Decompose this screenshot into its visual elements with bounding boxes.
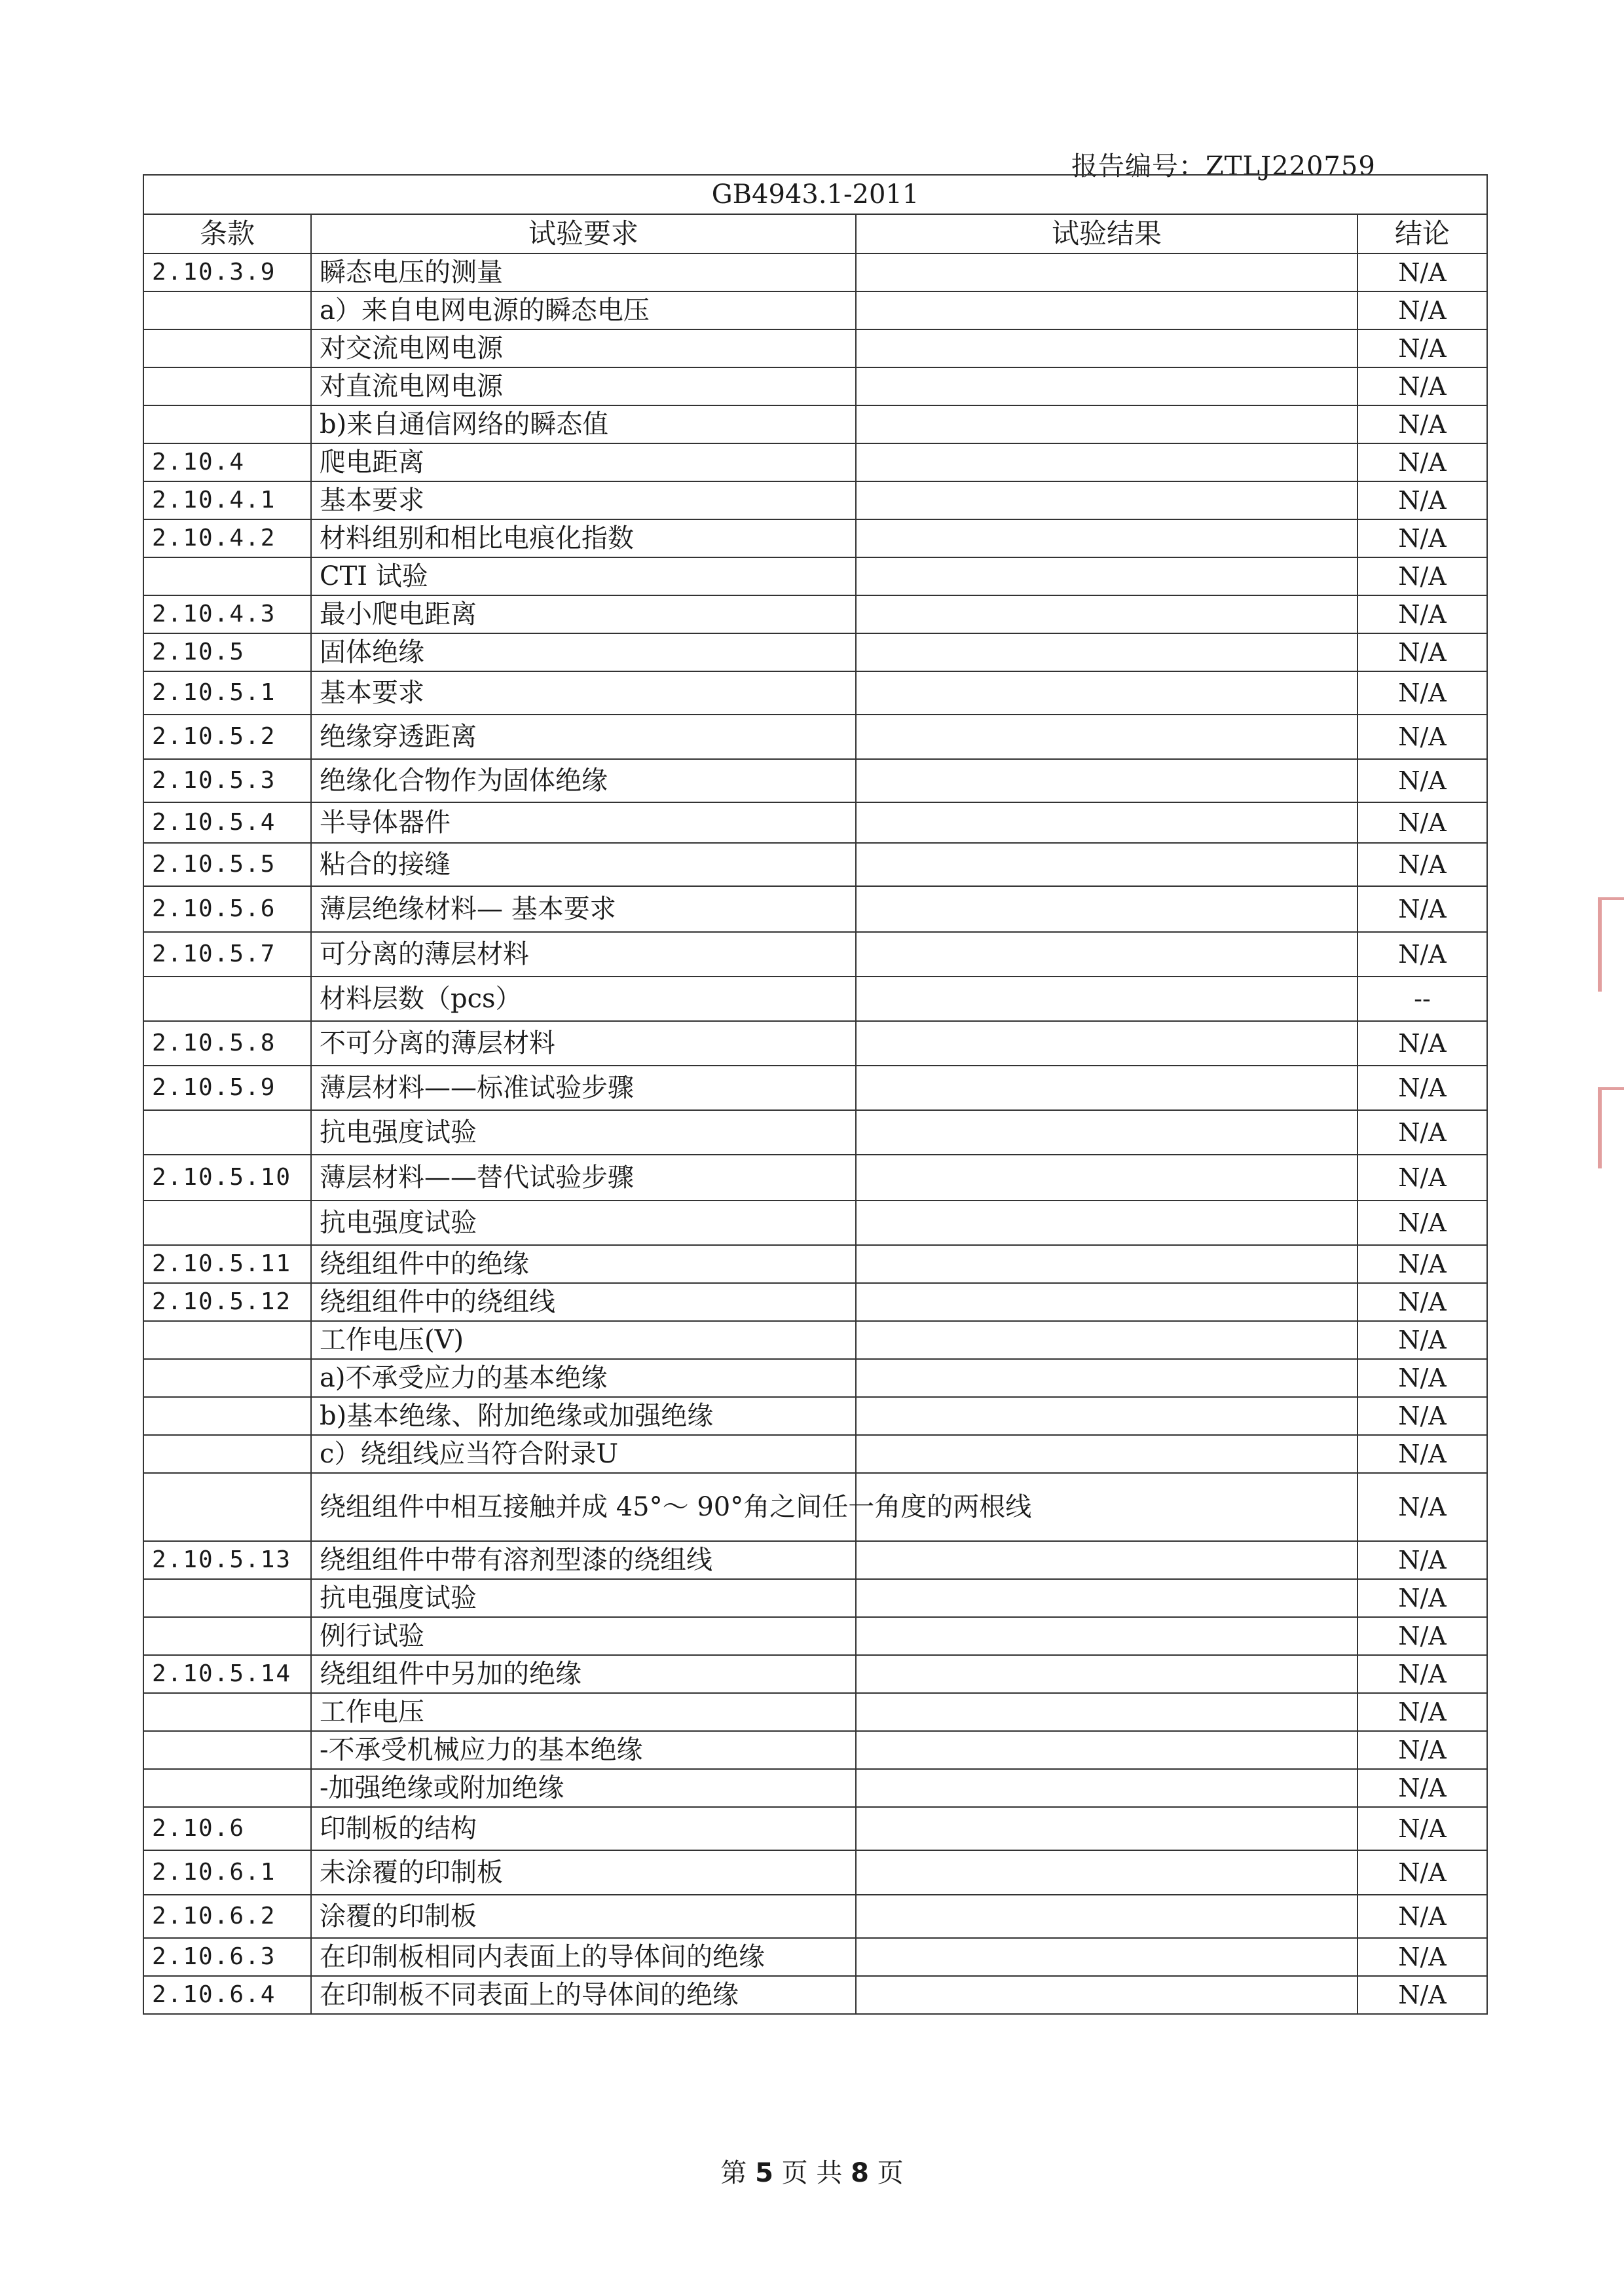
clause-cell (143, 1769, 311, 1807)
conclusion-cell: N/A (1357, 1579, 1487, 1617)
conclusion-cell: N/A (1357, 1807, 1487, 1850)
footer-prefix: 第 (720, 2158, 747, 2188)
standard-row (143, 175, 1487, 214)
result-cell (856, 1435, 1357, 1473)
result-header: 试验结果 (856, 214, 1357, 253)
requirement-cell: 绝缘化合物作为固体绝缘 (311, 759, 856, 802)
clause-cell: 2.10.5.12 (143, 1283, 311, 1321)
result-cell (856, 802, 1357, 843)
result-cell (856, 329, 1357, 367)
conclusion-cell: N/A (1357, 557, 1487, 595)
clause-cell: 2.10.6.3 (143, 1938, 311, 1976)
clause-cell: 2.10.5.11 (143, 1245, 311, 1283)
conclusion-cell: N/A (1357, 1938, 1487, 1976)
result-cell (856, 1731, 1357, 1769)
requirement-cell: 绕组组件中另加的绝缘 (311, 1655, 856, 1693)
table-row (143, 481, 1487, 519)
table-row (143, 1359, 1487, 1397)
conclusion-cell: N/A (1357, 443, 1487, 481)
clause-cell (143, 1693, 311, 1731)
conclusion-cell: N/A (1357, 1895, 1487, 1938)
clause-cell: 2.10.5.1 (143, 671, 311, 715)
result-cell (856, 1807, 1357, 1850)
result-cell (856, 481, 1357, 519)
table-row (143, 1976, 1487, 2014)
requirement-cell: 基本要求 (311, 481, 856, 519)
conclusion-cell: N/A (1357, 405, 1487, 443)
result-cell (856, 253, 1357, 291)
requirement-cell: 基本要求 (311, 671, 856, 715)
clause-cell (143, 367, 311, 405)
result-cell (856, 1655, 1357, 1693)
result-cell (856, 1541, 1357, 1579)
conclusion-cell: N/A (1357, 253, 1487, 291)
requirement-cell: 薄层材料——替代试验步骤 (311, 1155, 856, 1201)
requirement-cell: 爬电距离 (311, 443, 856, 481)
requirement-cell: 材料组别和相比电痕化指数 (311, 519, 856, 557)
footer-suffix: 页 (877, 2158, 904, 2188)
clause-cell: 2.10.5.13 (143, 1541, 311, 1579)
table-row (143, 1895, 1487, 1938)
clause-cell: 2.10.5.9 (143, 1066, 311, 1110)
requirement-cell: 半导体器件 (311, 802, 856, 843)
clause-cell: 2.10.5.5 (143, 843, 311, 886)
table-row (143, 1245, 1487, 1283)
clause-cell: 2.10.4 (143, 443, 311, 481)
clause-cell: 2.10.6.1 (143, 1850, 311, 1895)
clause-cell: 2.10.5.3 (143, 759, 311, 802)
conclusion-cell: -- (1357, 977, 1487, 1021)
requirement-cell: b)基本绝缘、附加绝缘或加强绝缘 (311, 1397, 856, 1435)
result-cell (856, 1769, 1357, 1807)
clause-cell (143, 405, 311, 443)
requirement-cell: 例行试验 (311, 1617, 856, 1655)
result-cell (856, 519, 1357, 557)
conclusion-cell: N/A (1357, 1473, 1487, 1541)
clause-cell: 2.10.4.3 (143, 595, 311, 633)
conclusion-cell: N/A (1357, 1976, 1487, 2014)
result-cell (856, 1283, 1357, 1321)
conclusion-cell: N/A (1357, 1731, 1487, 1769)
requirement-cell: 在印制板不同表面上的导体间的绝缘 (311, 1976, 856, 2014)
requirement-cell: 固体绝缘 (311, 633, 856, 671)
table-row (143, 1655, 1487, 1693)
conclusion-cell: N/A (1357, 886, 1487, 932)
conclusion-cell: N/A (1357, 1435, 1487, 1473)
requirement-cell: 绝缘穿透距离 (311, 715, 856, 759)
requirement-cell: 印制板的结构 (311, 1807, 856, 1850)
table-row (143, 1541, 1487, 1579)
conclusion-cell: N/A (1357, 1283, 1487, 1321)
clause-cell (143, 1397, 311, 1435)
clause-cell (143, 1435, 311, 1473)
requirement-cell: 抗电强度试验 (311, 1110, 856, 1155)
table-row (143, 329, 1487, 367)
table-row (143, 1283, 1487, 1321)
table-row (143, 671, 1487, 715)
result-cell (856, 843, 1357, 886)
conclusion-cell: N/A (1357, 291, 1487, 329)
table-row (143, 253, 1487, 291)
clause-header: 条款 (143, 214, 311, 253)
clause-cell: 2.10.5 (143, 633, 311, 671)
requirement-cell: CTI 试验 (311, 557, 856, 595)
conclusion-header: 结论 (1357, 214, 1487, 253)
requirement-cell: 薄层绝缘材料— 基本要求 (311, 886, 856, 932)
requirement-cell: 工作电压(V) (311, 1321, 856, 1359)
requirement-cell: 对直流电网电源 (311, 367, 856, 405)
conclusion-cell: N/A (1357, 1541, 1487, 1579)
result-cell (856, 595, 1357, 633)
table-row (143, 1938, 1487, 1976)
requirement-cell: c）绕组线应当符合附录U (311, 1435, 856, 1473)
requirement-cell: a)不承受应力的基本绝缘 (311, 1359, 856, 1397)
table-row (143, 1807, 1487, 1850)
table-row (143, 405, 1487, 443)
result-cell (856, 1021, 1357, 1066)
conclusion-cell: N/A (1357, 367, 1487, 405)
result-cell (856, 633, 1357, 671)
conclusion-cell: N/A (1357, 802, 1487, 843)
table-row (143, 557, 1487, 595)
requirement-cell: 工作电压 (311, 1693, 856, 1731)
requirement-cell: 绕组组件中相互接触并成 45°～ 90°角之间任一角度的两根线 (311, 1473, 856, 1541)
result-cell (856, 1976, 1357, 2014)
clause-cell (143, 1321, 311, 1359)
result-cell (856, 557, 1357, 595)
requirement-cell: 抗电强度试验 (311, 1201, 856, 1245)
conclusion-cell: N/A (1357, 759, 1487, 802)
requirement-cell: 粘合的接缝 (311, 843, 856, 886)
table-row (143, 886, 1487, 932)
stamp-edge-mark (1598, 897, 1624, 992)
requirement-cell: 瞬态电压的测量 (311, 253, 856, 291)
test-requirements-table (143, 174, 1488, 2015)
requirement-cell: a）来自电网电源的瞬态电压 (311, 291, 856, 329)
conclusion-cell: N/A (1357, 1201, 1487, 1245)
result-cell (856, 1321, 1357, 1359)
conclusion-cell: N/A (1357, 1021, 1487, 1066)
clause-cell (143, 557, 311, 595)
result-cell (856, 1895, 1357, 1938)
conclusion-cell: N/A (1357, 1769, 1487, 1807)
table-row (143, 843, 1487, 886)
result-cell (856, 443, 1357, 481)
clause-cell (143, 1473, 311, 1541)
table-row (143, 977, 1487, 1021)
footer-middle: 页 共 (781, 2158, 843, 2188)
requirement-cell: 最小爬电距离 (311, 595, 856, 633)
table-row (143, 932, 1487, 977)
table-row (143, 1617, 1487, 1655)
conclusion-cell: N/A (1357, 1245, 1487, 1283)
result-cell (856, 1110, 1357, 1155)
table-row (143, 715, 1487, 759)
result-cell (856, 1850, 1357, 1895)
requirement-cell: 不可分离的薄层材料 (311, 1021, 856, 1066)
total-pages: 8 (851, 2158, 869, 2188)
result-cell (856, 405, 1357, 443)
clause-cell: 2.10.4.1 (143, 481, 311, 519)
table-row (143, 1021, 1487, 1066)
clause-cell (143, 1617, 311, 1655)
result-cell (856, 1617, 1357, 1655)
result-cell (856, 671, 1357, 715)
clause-cell: 2.10.4.2 (143, 519, 311, 557)
current-page: 5 (755, 2158, 773, 2188)
table-row (143, 633, 1487, 671)
conclusion-cell: N/A (1357, 1397, 1487, 1435)
result-cell (856, 1397, 1357, 1435)
requirement-cell: 薄层材料——标准试验步骤 (311, 1066, 856, 1110)
table-row (143, 1110, 1487, 1155)
conclusion-cell: N/A (1357, 1155, 1487, 1201)
clause-cell: 2.10.6.2 (143, 1895, 311, 1938)
conclusion-cell: N/A (1357, 671, 1487, 715)
clause-cell: 2.10.6.4 (143, 1976, 311, 2014)
table-row (143, 1731, 1487, 1769)
conclusion-cell: N/A (1357, 1693, 1487, 1731)
standard-title: GB4943.1-2011 (143, 175, 1487, 214)
clause-cell: 2.10.5.2 (143, 715, 311, 759)
conclusion-cell: N/A (1357, 1066, 1487, 1110)
result-cell (856, 715, 1357, 759)
clause-cell (143, 1110, 311, 1155)
clause-cell: 2.10.5.14 (143, 1655, 311, 1693)
clause-cell: 2.10.5.4 (143, 802, 311, 843)
conclusion-cell: N/A (1357, 519, 1487, 557)
report-number: 报告编号：ZTLJ220759 (1071, 151, 1376, 181)
requirement-cell: 绕组组件中的绝缘 (311, 1245, 856, 1283)
table-row (143, 1155, 1487, 1201)
conclusion-cell: N/A (1357, 1850, 1487, 1895)
result-cell (856, 1155, 1357, 1201)
clause-cell (143, 1731, 311, 1769)
result-cell (856, 1693, 1357, 1731)
clause-cell (143, 1579, 311, 1617)
requirement-cell: 可分离的薄层材料 (311, 932, 856, 977)
requirement-cell: 绕组组件中带有溶剂型漆的绕组线 (311, 1541, 856, 1579)
clause-cell (143, 1359, 311, 1397)
requirement-cell: 在印制板相同内表面上的导体间的绝缘 (311, 1938, 856, 1976)
table-row (143, 1201, 1487, 1245)
conclusion-cell: N/A (1357, 633, 1487, 671)
requirement-cell: -加强绝缘或附加绝缘 (311, 1769, 856, 1807)
clause-cell (143, 977, 311, 1021)
header-row (143, 214, 1487, 253)
conclusion-cell: N/A (1357, 715, 1487, 759)
requirement-cell: 绕组组件中的绕组线 (311, 1283, 856, 1321)
requirement-cell: 对交流电网电源 (311, 329, 856, 367)
conclusion-cell: N/A (1357, 843, 1487, 886)
conclusion-cell: N/A (1357, 329, 1487, 367)
table-row (143, 595, 1487, 633)
table-row (143, 1579, 1487, 1617)
table-row (143, 802, 1487, 843)
stamp-edge-mark (1598, 1087, 1624, 1168)
requirement-cell: 涂覆的印制板 (311, 1895, 856, 1938)
clause-cell (143, 329, 311, 367)
conclusion-cell: N/A (1357, 595, 1487, 633)
table-row (143, 291, 1487, 329)
table-row (143, 1693, 1487, 1731)
clause-cell: 2.10.3.9 (143, 253, 311, 291)
page-footer (0, 2152, 1624, 2190)
result-cell (856, 1579, 1357, 1617)
result-cell (856, 932, 1357, 977)
table-row (143, 519, 1487, 557)
clause-cell: 2.10.5.10 (143, 1155, 311, 1201)
clause-cell: 2.10.5.7 (143, 932, 311, 977)
requirement-cell: -不承受机械应力的基本绝缘 (311, 1731, 856, 1769)
clause-cell: 2.10.5.8 (143, 1021, 311, 1066)
table-row (143, 443, 1487, 481)
result-cell (856, 1938, 1357, 1976)
requirement-cell: 材料层数（pcs） (311, 977, 856, 1021)
result-cell (856, 1245, 1357, 1283)
conclusion-cell: N/A (1357, 1655, 1487, 1693)
table-row (143, 1769, 1487, 1807)
clause-cell (143, 1201, 311, 1245)
clause-cell: 2.10.5.6 (143, 886, 311, 932)
conclusion-cell: N/A (1357, 1359, 1487, 1397)
clause-cell (143, 291, 311, 329)
result-cell (856, 1359, 1357, 1397)
table-row (143, 1850, 1487, 1895)
conclusion-cell: N/A (1357, 932, 1487, 977)
result-cell (856, 886, 1357, 932)
requirement-cell: 未涂覆的印制板 (311, 1850, 856, 1895)
result-cell (856, 291, 1357, 329)
table-row (143, 1066, 1487, 1110)
result-cell (856, 1066, 1357, 1110)
conclusion-cell: N/A (1357, 1617, 1487, 1655)
table-row (143, 1473, 1487, 1541)
conclusion-cell: N/A (1357, 1321, 1487, 1359)
conclusion-cell: N/A (1357, 481, 1487, 519)
table-row (143, 1397, 1487, 1435)
result-cell (856, 977, 1357, 1021)
requirement-cell: 抗电强度试验 (311, 1579, 856, 1617)
table-row (143, 759, 1487, 802)
result-cell (856, 367, 1357, 405)
requirement-cell: b)来自通信网络的瞬态值 (311, 405, 856, 443)
clause-cell: 2.10.6 (143, 1807, 311, 1850)
result-cell (856, 1201, 1357, 1245)
table-row (143, 1435, 1487, 1473)
requirement-header: 试验要求 (311, 214, 856, 253)
table-row (143, 367, 1487, 405)
table-row (143, 1321, 1487, 1359)
result-cell (856, 759, 1357, 802)
conclusion-cell: N/A (1357, 1110, 1487, 1155)
